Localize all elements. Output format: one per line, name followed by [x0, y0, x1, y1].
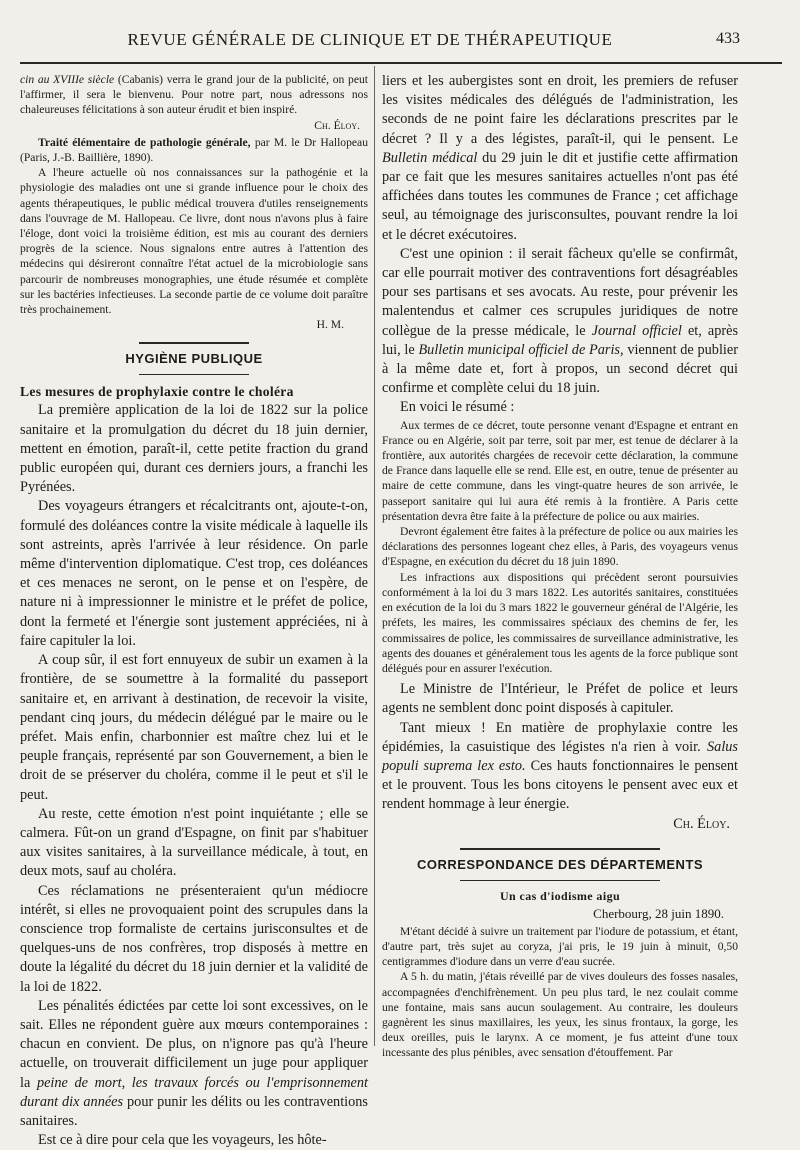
decree-paragraph: Aux termes de ce décret, toute personne venant d'Espagne et entrant en France ou en Algérie, soit par terre, soit par mer, est tenue de déclarer à la frontière, aux autorités chargées de recevoir cette déclaration, la commune de France dans laquelle elle se rend. Elle est, en outre, tenue de présenter au maire de cette commune, dans les vingt-quatre heures de son arrivée, le passeport sanitaire qui lui aura été remis à la frontière. A Paris cette présentation devra être faite à la préfecture de police ou aux mairies. — [382, 418, 738, 523]
letter-title: Un cas d'iodisme aigu — [499, 888, 621, 903]
section-title-hygiene: HYGIÈNE PUBLIQUE — [125, 351, 263, 367]
section-rule-bottom — [460, 880, 660, 881]
p1-text: liers et les aubergistes sont en droit, les premiers de refuser les visites médicales des délégués de l'administration, les seconds de ne point faire les déclarations prescrites par le décret ? Il y a des légistes, paraît-il, qui le pensent. Le — [382, 73, 738, 147]
letter-dateline: Cherbourg, 28 juin 1890. — [593, 905, 724, 921]
article-paragraph-last: Est ce à dire pour cela que les voyageurs, les hôte- — [38, 1132, 327, 1149]
review-body: A l'heure actuelle où nos connaissances sur la pathogénie et la physiologie des maladies ont une si grande influence pour le choix des agents thérapeutiques, le public médical trouvera d'utiles renseignements dans l'ouvrage de M. Hallopeau. Ce livre, dont nous n'avons plus à faire l'éloge, dont voici la troisième édition, est mis au courant des derniers progrès de la science. Nous signalons entre autres à l'attention des médecins qui désireront connaître l'état actuel de la microbiologie sans parcourir de nombreuses monographies, une étude résumée et complète sur les bactéries infectieuses. La seconde partie de ce volume doit paraître très prochainement. — [20, 166, 368, 317]
article-title: Les mesures de prophylaxie contre le choléra — [20, 384, 294, 400]
p2-text-mid: et, après lui, le — [382, 322, 739, 358]
conclusion-paragraph — [382, 719, 738, 815]
review-title: Traité élémentaire de pathologie générale, — [38, 135, 251, 149]
page-number: 433 — [716, 30, 740, 47]
resume-intro: En voici le résumé : — [400, 399, 515, 416]
review-signature: H. M. — [316, 318, 344, 332]
section-rule-bottom — [139, 374, 249, 375]
p4-text: Tant mieux ! En matière de prophylaxie contre les épidémies, la casuistique des légistes n'a rien à voir. — [382, 719, 738, 755]
minister-paragraph: Le Ministre de l'Intérieur, le Préfet de police et leurs agents ne semblent donc point disposés à capituler. — [382, 681, 738, 717]
article-paragraph: Au reste, cette émotion n'est point inquiétante ; elle se calmera. Fût-on un grand d'Espagne, on finit par s'habituer aux visites sanitaires, à la surveillance médicale, à tout, en deux mots, sauf au choléra. — [20, 805, 368, 880]
p2-text: C'est une opinion : il serait fâcheux qu'elle se confirmât, car elle pourrait motiver des contraventions fort désagréables pour ses partisans et ses avocats. Au reste, pour prévenir les malentendus et calmer ces scrupules juridiques de notre collègue de la presse médicale, le — [382, 245, 738, 339]
letter-paragraph: M'étant décidé à suivre un traitement par l'iodure de potassium, et étant, d'autre part, très sujet au coryza, j'ai pris, le 19 juin à minuit, 0,50 centigrammes d'iodure dans un verre d'eau sucrée. — [382, 924, 738, 969]
article-paragraph-penalties — [20, 997, 368, 1131]
review-heading — [20, 135, 368, 165]
decree-paragraph: Les infractions aux dispositions qui précèdent seront poursuivies conformément à la loi du 3 mars 1822. Les autorités sanitaires, constituées en exécution de la loi du 3 mars 1822 le gouverneur général de l'Algérie, les préfets, les maires, les commissaires spéciaux des chemins de fer, les commissaires de police, les commissaires de surveillance administrative, les agents des douanes et généralement tous les agents de la force publique sont délégués pour en assurer l'exécution. — [382, 570, 738, 675]
article-paragraph: Ces réclamations ne présenteraient qu'un médiocre intérêt, si elles ne provoquaient point des scrupules dans la conscience trop formaliste de certains jurisconsultes et de quelques-uns de nos confrères, trop disposés à mettre en doute la légalité du décret du 18 juin dernier et la validité de la loi de 1822. — [20, 882, 368, 995]
section-hygiene — [20, 342, 368, 375]
left-column — [20, 72, 368, 1149]
column-divider — [374, 66, 375, 1046]
p1-emphasis: Bulletin médical — [382, 149, 478, 166]
letter-paragraph: A 5 h. du matin, j'étais réveillé par de vives douleurs des fosses nasales, accompagnées d'enchifrènement. Un peu plus tard, le nez coulait comme une fontaine, mais sans aucun soulagement. Au contraire, les douleurs gagnèrent les sinus maxillaires, les yeux, les sinus frontaux, la gorge, les deux oreilles, puis le larynx. A ce moment, je fus atteint d'une toux incessante des plus pénibles, avec sensation d'étouffement. Par — [382, 970, 738, 1060]
header-rule — [20, 62, 782, 64]
penalties-emphasis: peine de mort, les travaux forcés ou l'emprisonnement durant dix années — [20, 1074, 368, 1110]
review-byline: par M. le Dr Hallopeau (Paris, J.-B. Baillière, 1890). — [20, 135, 368, 165]
section-rule-top — [460, 848, 660, 850]
running-head — [20, 28, 780, 54]
article-paragraph: La première application de la loi de 1822 sur la police sanitaire et la promulgation du décret du 18 juin dernier, mettent en émotion, paraît-il, cette petite fraction du grand public européen qui, durant ces derniers jours, a franchi les Pyrénées. — [20, 402, 368, 496]
continued-paragraph — [382, 72, 738, 245]
article-paragraph: Des voyageurs étrangers et récalcitrants ont, ajoute-t-on, formulé des doléances contre la visite médicale à laquelle ils sont astreints, après l'arrivée à leur résidence. On parle même d'intervention diplomatique. C'est trop, ces doléances et ces menaces ne seront, on le pense et on l'espère, de nature ni à impressionner le ministre et le préfet de police, dont la fermeté et l'énergie sont justement appréciées, ni à faire capituler la loi. — [20, 498, 368, 649]
section-title-correspondance: CORRESPONDANCE DES DÉPARTEMENTS — [416, 856, 704, 872]
intro-paragraph — [20, 72, 368, 118]
p1-text-end: du 29 juin le dit et justifie cette affirmation par ce fait que les mesures sanitaires actuelles n'ont pas été affichées dans toutes les communes de France ; cet affichage seul, au témoignage des jurisconsultes, pouvant rendre la loi et le décret exécutoires. — [382, 149, 738, 243]
penalties-text: Les pénalités édictées par cette loi sont excessives, on le sait. Elles ne répondent guère aux mœurs contemporaines : chacun en convient. De plus, on n'ignore pas qu'à l'heure actuelle, on trouverait difficilement un juge pour appliquer la — [20, 997, 368, 1091]
section-rule-top — [139, 342, 249, 344]
right-column — [382, 72, 739, 1060]
p4-text-end: Ces hauts fonctionnaires le pensent et le prouvent. Tous les bons citoyens le pensent avec eux et rendent hommage à leur énergie. — [382, 757, 738, 813]
running-title: REVUE GÉNÉRALE DE CLINIQUE ET DE THÉRAPEUTIQUE — [127, 30, 613, 49]
p2-emphasis-journal: Journal officiel — [591, 322, 682, 339]
article-signature: Ch. Éloy. — [673, 815, 730, 832]
p2-emphasis-bulletin: Bulletin municipal officiel de Paris, — [418, 341, 624, 358]
p2-text-end: viennent de publier à la même date et, fort à propos, un second décret qui confirme et complète celui du 18 juin. — [382, 341, 738, 397]
penalties-text-end: pour punir les délits ou les contraventions sanitaires. — [20, 1093, 368, 1129]
section-correspondance — [382, 848, 738, 881]
intro-emphasis: cin au XVIIIe siècle — [20, 73, 115, 86]
p4-emphasis: Salus populi suprema lex esto. — [382, 738, 738, 774]
intro-text: (Cabanis) verra le grand jour de la publicité, on peut l'affirmer, il sera le bienvenu. Pour notre part, nous adressons nos chaleureuses félicitations à son auteur érudit et bien inspiré. — [20, 73, 368, 117]
article-paragraph: A coup sûr, il est fort ennuyeux de subir un examen à la frontière, de se soumettre à la formalité du passeport sanitaire et, en arrivant à destination, de recevoir la visite, pendant cinq jours, du médecin délégué par le maire ou le préfet. Mais enfin, charbonnier est maître chez lui et le peuple français, représenté par son Gouvernement, a bien le droit de se préserver du choléra, comme il le peut et s'il le peut. — [20, 652, 368, 803]
opinion-paragraph — [382, 245, 738, 399]
decree-paragraph: Devront également être faites à la préfecture de police ou aux mairies les déclarations des personnes logeant chez elles, à Paris, des voyageurs venus d'Espagne, en exécution du décret du 18 juin 1890. — [382, 525, 738, 569]
intro-signature: Ch. Éloy. — [314, 118, 360, 132]
